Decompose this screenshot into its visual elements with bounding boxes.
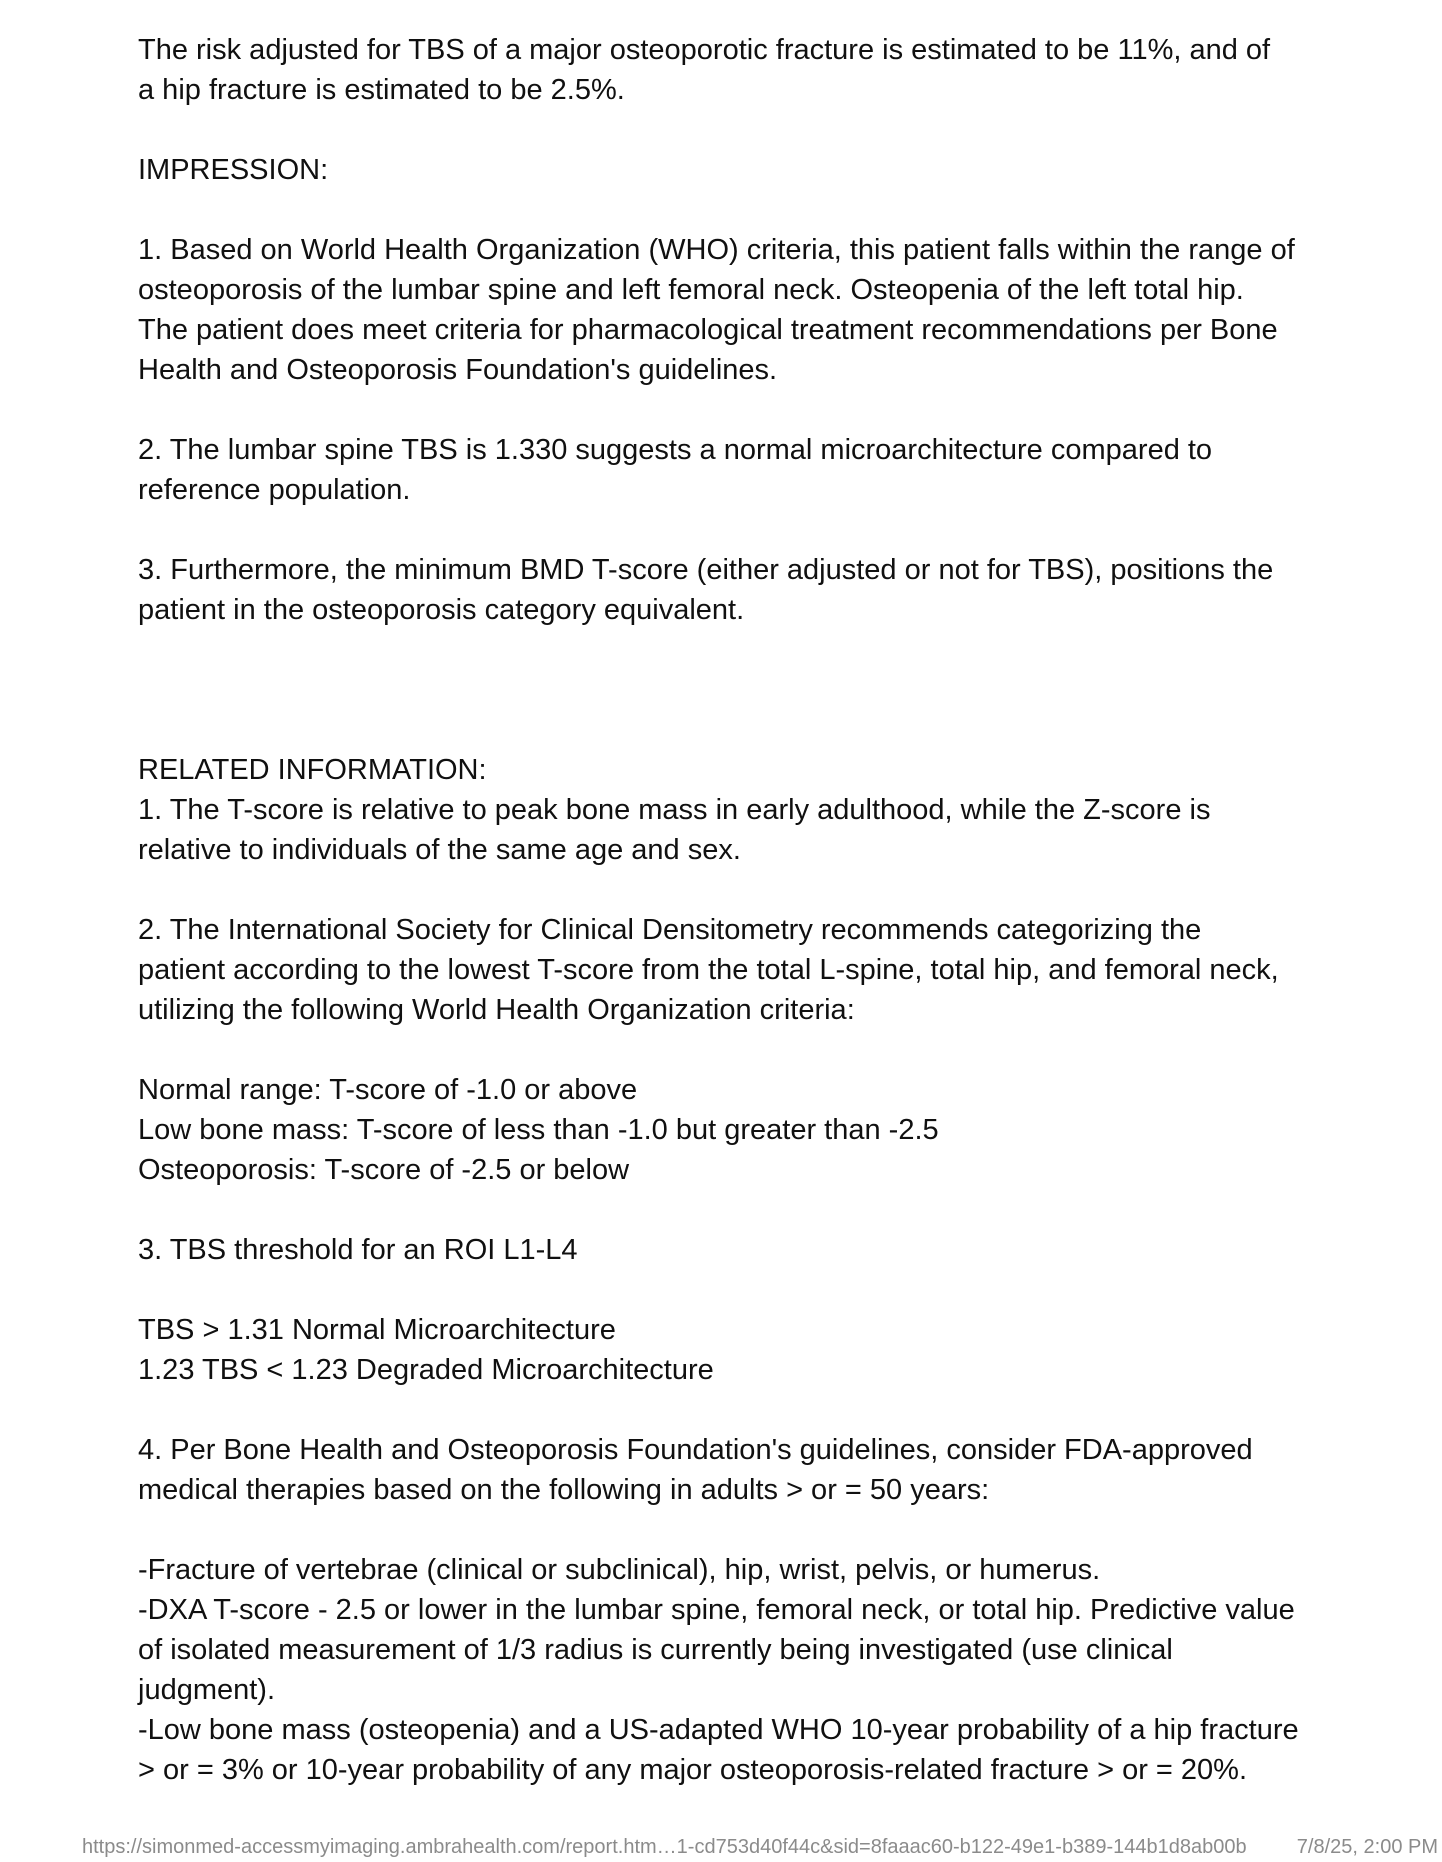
- report-line: 2. The International Society for Clinical Densitometry recommends categorizing the: [138, 914, 1202, 946]
- report-line: [138, 1190, 1442, 1230]
- report-line: osteoporosis of the lumbar spine and left femoral neck. Osteopenia of the left total hip.: [138, 274, 1244, 306]
- report-line: [138, 190, 1442, 230]
- report-line: 1. Based on World Health Organization (WHO) criteria, this patient falls within the range of: [138, 234, 1295, 266]
- report-line: Normal range: T-score of -1.0 or above: [138, 1074, 638, 1106]
- report-line: The risk adjusted for TBS of a major osteoporotic fracture is estimated to be 11%, and of: [138, 34, 1271, 66]
- report-line: of isolated measurement of 1/3 radius is currently being investigated (use clinical: [138, 1634, 1173, 1666]
- report-line: 1. The T-score is relative to peak bone mass in early adulthood, while the Z-score is: [138, 794, 1211, 826]
- print-footer: [0, 1834, 1442, 1862]
- report-body-text: [138, 30, 1442, 1790]
- report-line: [138, 510, 1442, 550]
- report-line: The patient does meet criteria for pharmacological treatment recommendations per Bone: [138, 314, 1278, 346]
- report-line: reference population.: [138, 474, 411, 506]
- report-line: Osteoporosis: T-score of -2.5 or below: [138, 1154, 630, 1186]
- report-line: [138, 1030, 1442, 1070]
- report-line: a hip fracture is estimated to be 2.5%.: [138, 74, 625, 106]
- report-line: [138, 670, 1442, 710]
- report-line: -Fracture of vertebrae (clinical or subclinical), hip, wrist, pelvis, or humerus.: [138, 1554, 1101, 1586]
- report-line: 1.23 TBS < 1.23 Degraded Microarchitecture: [138, 1354, 714, 1386]
- report-line: Health and Osteoporosis Foundation's guidelines.: [138, 354, 778, 386]
- report-line: 3. TBS threshold for an ROI L1-L4: [138, 1234, 578, 1266]
- footer-url: https://simonmed-accessmyimaging.ambrahealth.com/report.htm…1-cd753d40f44c&sid=8faaac60-b122-49e1-b389-144b1d8ab00b: [82, 1836, 1247, 1858]
- report-line: TBS > 1.31 Normal Microarchitecture: [138, 1314, 616, 1346]
- report-line: RELATED INFORMATION:: [138, 754, 487, 786]
- report-line: judgment).: [138, 1674, 276, 1706]
- report-line: Low bone mass: T-score of less than -1.0 but greater than -2.5: [138, 1114, 939, 1146]
- report-line: IMPRESSION:: [138, 154, 329, 186]
- report-line: 3. Furthermore, the minimum BMD T-score (either adjusted or not for TBS), positions the: [138, 554, 1274, 586]
- report-line: [138, 870, 1442, 910]
- report-line: [138, 110, 1442, 150]
- report-line: [138, 1390, 1442, 1430]
- footer-timestamp: 7/8/25, 2:00 PM: [1296, 1836, 1438, 1858]
- report-line: medical therapies based on the following in adults > or = 50 years:: [138, 1474, 990, 1506]
- report-line: relative to individuals of the same age and sex.: [138, 834, 741, 866]
- report-line: patient according to the lowest T-score from the total L-spine, total hip, and femoral neck,: [138, 954, 1279, 986]
- report-line: [138, 1270, 1442, 1310]
- report-line: utilizing the following World Health Organization criteria:: [138, 994, 855, 1026]
- report-line: > or = 3% or 10-year probability of any major osteoporosis-related fracture > or = 20%.: [138, 1754, 1248, 1786]
- report-line: [138, 1510, 1442, 1550]
- report-line: -Low bone mass (osteopenia) and a US-adapted WHO 10-year probability of a hip fracture: [138, 1714, 1299, 1746]
- report-line: -DXA T-score - 2.5 or lower in the lumbar spine, femoral neck, or total hip. Predictive value: [138, 1594, 1295, 1626]
- report-line: [138, 390, 1442, 430]
- report-line: 4. Per Bone Health and Osteoporosis Foundation's guidelines, consider FDA-approved: [138, 1434, 1253, 1466]
- report-line: [138, 630, 1442, 670]
- report-line: patient in the osteoporosis category equivalent.: [138, 594, 745, 626]
- report-line: [138, 710, 1442, 750]
- report-line: 2. The lumbar spine TBS is 1.330 suggests a normal microarchitecture compared to: [138, 434, 1213, 466]
